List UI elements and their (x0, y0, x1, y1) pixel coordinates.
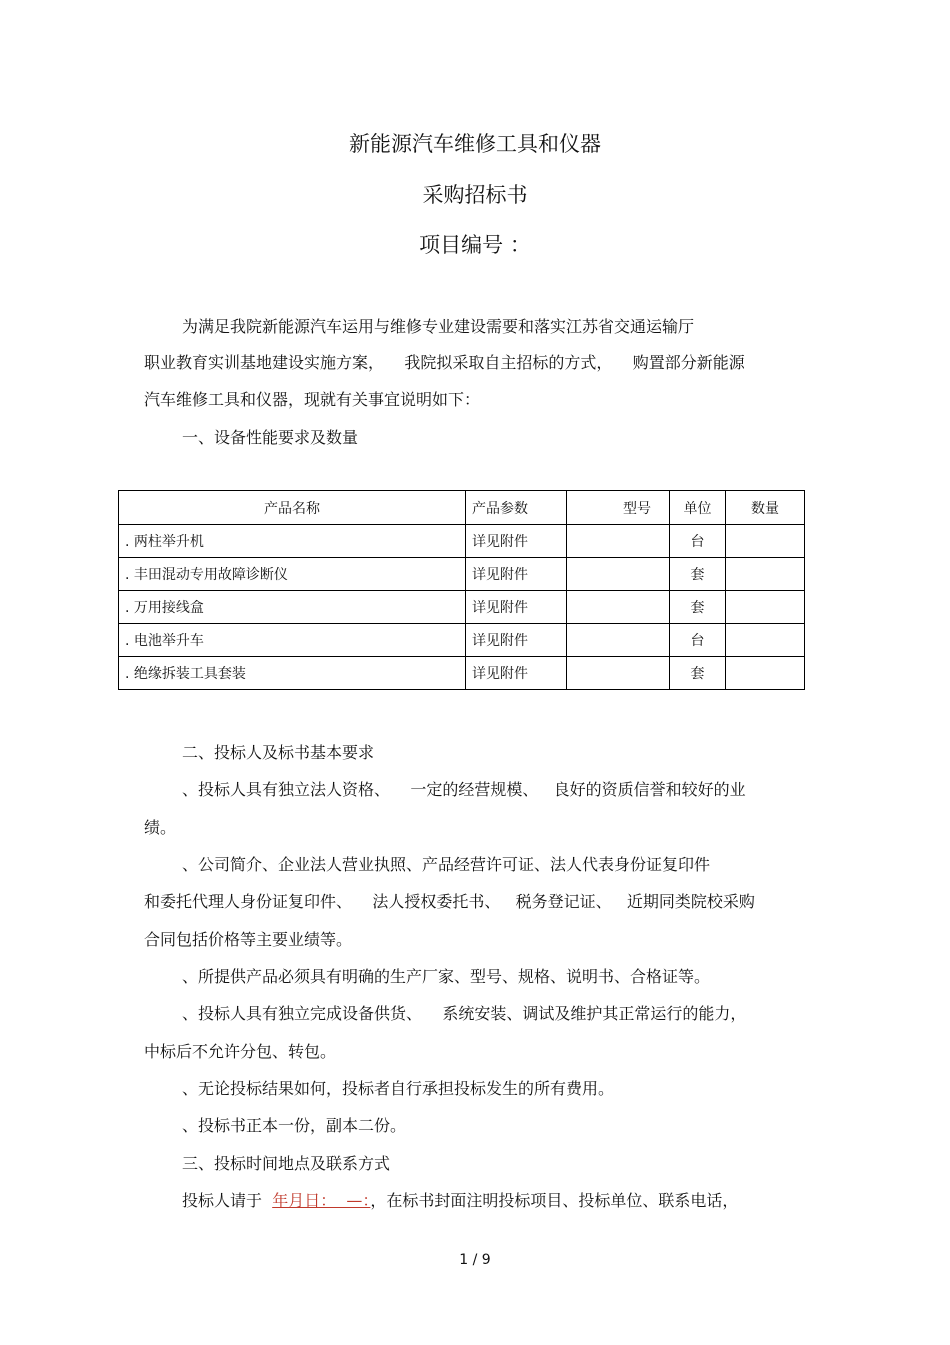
doc-title: 新能源汽车维修工具和仪器 (349, 132, 601, 156)
col-header-unit: 单位 (670, 491, 726, 525)
req-4-line-1: 、投标人具有独立完成设备供货、 系统安装、调试及维护其正常运行的能力， (182, 1004, 747, 1023)
cell-qty (726, 591, 805, 624)
req-6: 、投标书正本一份，副本二份。 (182, 1116, 407, 1135)
cell-unit: 套 (670, 591, 726, 624)
equipment-table (118, 490, 805, 690)
req-1-line-1: 、投标人具有独立法人资格、 一定的经营规模、 良好的资质信誉和较好的业 (182, 780, 746, 799)
submission-prefix: 投标人请于 (182, 1191, 273, 1210)
submission-line (182, 1188, 738, 1211)
submission-suffix: ，在标书封面注明投标项目、投标单位、联系电话， (370, 1191, 739, 1210)
req-2-line-2: 和委托代理人身份证复印件、 法人授权委托书、 税务登记证、 近期同类院校采购 (144, 892, 755, 911)
cell-param: 详见附件 (466, 558, 567, 591)
section-1-heading: 一、设备性能要求及数量 (182, 428, 359, 447)
table-header-row (119, 491, 805, 525)
table-row (119, 525, 805, 558)
req-1-line-2: 绩。 (144, 818, 177, 837)
table-row (119, 624, 805, 657)
table-row (119, 591, 805, 624)
col-header-name: 产品名称 (119, 491, 466, 525)
col-header-param: 产品参数 (466, 491, 567, 525)
intro-line-1: 为满足我院新能源汽车运用与维修专业建设需要和落实江苏省交通运输厅 (182, 317, 695, 336)
req-3: 、所提供产品必须具有明确的生产厂家、型号、规格、说明书、合格证等。 (182, 967, 711, 986)
section-3-heading: 三、投标时间地点及联系方式 (182, 1154, 391, 1173)
req-5: 、无论投标结果如何，投标者自行承担投标发生的所有费用。 (182, 1079, 615, 1098)
req-4-line-2: 中标后不允许分包、转包。 (144, 1042, 337, 1061)
cell-unit: 套 (670, 558, 726, 591)
cell-name: . 两柱举升机 (119, 525, 466, 558)
col-header-model: 型号 (567, 491, 670, 525)
cell-param: 详见附件 (466, 525, 567, 558)
cell-model (567, 591, 670, 624)
section-2-heading: 二、投标人及标书基本要求 (182, 743, 375, 762)
cell-unit: 台 (670, 624, 726, 657)
req-2-line-1: 、公司简介、企业法人营业执照、产品经营许可证、法人代表身份证复印件 (182, 855, 711, 874)
doc-subtitle: 采购招标书 (422, 183, 528, 207)
project-number-label: 项目编号 ： (419, 233, 531, 257)
page-number: 1 / 9 (459, 1252, 491, 1268)
req-2-line-3: 合同包括价格等主要业绩等。 (144, 930, 353, 949)
cell-qty (726, 657, 805, 690)
cell-name: . 万用接线盒 (119, 591, 466, 624)
cell-qty (726, 558, 805, 591)
cell-model (567, 657, 670, 690)
table-row (119, 657, 805, 690)
cell-qty (726, 525, 805, 558)
submission-date-field: 年月日： —： (272, 1191, 371, 1210)
cell-param: 详见附件 (466, 657, 567, 690)
cell-model (567, 558, 670, 591)
intro-line-2: 职业教育实训基地建设实施方案， 我院拟采取自主招标的方式， 购置部分新能源 (144, 353, 745, 372)
intro-line-3: 汽车维修工具和仪器，现就有关事宜说明如下： (144, 390, 481, 409)
col-header-qty: 数量 (726, 491, 805, 525)
cell-name: . 电池举升车 (119, 624, 466, 657)
cell-param: 详见附件 (466, 624, 567, 657)
cell-unit: 台 (670, 525, 726, 558)
cell-qty (726, 624, 805, 657)
table-row (119, 558, 805, 591)
cell-name: . 绝缘拆装工具套装 (119, 657, 466, 690)
cell-model (567, 525, 670, 558)
cell-param: 详见附件 (466, 591, 567, 624)
cell-model (567, 624, 670, 657)
cell-unit: 套 (670, 657, 726, 690)
cell-name: . 丰田混动专用故障诊断仪 (119, 558, 466, 591)
